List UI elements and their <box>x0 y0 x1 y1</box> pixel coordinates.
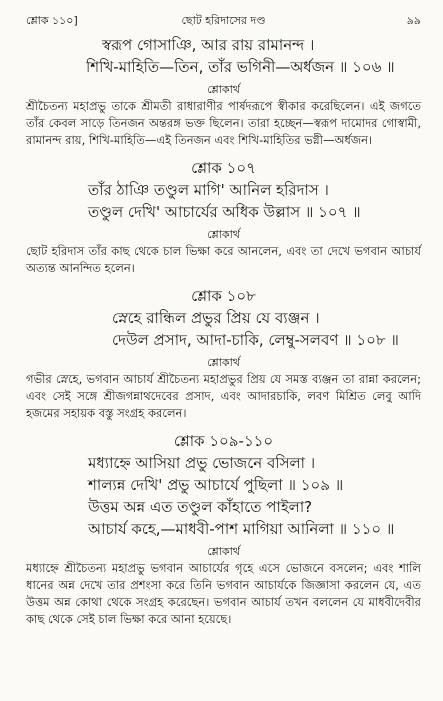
translation-label: শ্লোকার্থ <box>207 545 240 558</box>
page-number: ৯৯ <box>406 14 421 27</box>
verse-text <box>26 452 421 540</box>
verse-text <box>26 307 421 351</box>
verse-line: উত্তম অন্ন এত তণ্ডুল কাঁহাতে পাইলা? <box>88 498 313 516</box>
translation-label: শ্লোকার্থ <box>207 83 240 96</box>
translation-text: মধ্যাহ্নে শ্রীচৈতন্য মহাপ্রভু ভগবান আচার্যের গৃহে এসে ভোজনে বসলেন; এবং শালি ধানের অন্ন দেখে তার প্রশংসা করে তিনি ভগবান আচার্যকে জিজ্ঞাসা করলেন যে, এত উত্তম অন্ন কোথা থেকে সংগ্রহ করেছেন। ভগবান আচার্য তখন বললেন যে মাধবীদেবীর কাছ থেকে সেই চাল ভিক্ষা করে আনা হয়েছে। <box>26 561 421 626</box>
translation-label: শ্লোকার্থ <box>207 228 240 241</box>
running-header <box>26 0 421 30</box>
chapter-title: ছোট হরিদাসের দণ্ড <box>181 14 266 27</box>
verse-line: দেউল প্রসাদ, আদা-চাকি, লেম্বু-সলবণ ॥ ১০৮ ॥ <box>112 331 399 349</box>
translation-text: গভীর স্নেহে, ভগবান আচার্য শ্রীচৈতন্য মহাপ্রভুর প্রিয় যে সমস্ত ব্যঞ্জন তা রান্না করলেন; এবং সেই সঙ্গে শ্রীজগন্নাথদেবের প্রসাদ, এবং আদারচাকি, লবণ মিশ্রিত লেবু আদি হজমের সহায়ক বস্তু সংগ্রহ করলেন। <box>26 372 421 420</box>
verse-107 <box>26 157 421 277</box>
translation-text: ছোট হরিদাস তাঁর কাছ থেকে চাল ভিক্ষা করে আনলেন, এবং তা দেখে ভগবান আচার্য অত্যন্ত আনন্দিত হলেন। <box>26 244 421 275</box>
verse-line: শাল্যন্ন দেখি' প্রভু আচার্যে পুছিলা ॥ ১০৯ ॥ <box>88 476 344 494</box>
verse-heading: শ্লোক ১০৮ <box>191 287 256 305</box>
verse-reference: শ্লোক ১১০] <box>26 14 78 27</box>
verse-line: মধ্যাহ্নে আসিয়া প্রভু ভোজনে বসিলা । <box>88 454 316 472</box>
verse-line: তণ্ডুল দেখি' আচার্যের অধিক উল্লাস ॥ ১০৭ ॥ <box>88 203 361 221</box>
verse-heading: শ্লোক ১০৭ <box>191 159 256 177</box>
verse-line: স্বরূপ গোসাঞি, আর রায় রামানন্দ । <box>102 36 315 54</box>
verse-line: স্নেহে রান্ধিল প্রভুর প্রিয় যে ব্যঞ্জন । <box>112 309 320 327</box>
verse-heading: শ্লোক ১০৯-১১০ <box>173 432 274 450</box>
verse-text <box>26 34 421 78</box>
verse-line: আচার্য কহে,—মাধবী-পাশ মাগিয়া আনিলা ॥ ১১০ ॥ <box>88 520 395 538</box>
verse-text <box>26 179 421 223</box>
verse-109-110 <box>26 430 421 628</box>
translation-text: শ্রীচৈতন্য মহাপ্রভু তাকে শ্রীমতী রাধারাণীর পার্ষদরূপে স্বীকার করেছিলেন। এই জগতে তাঁর কেবল সাড়ে তিনজন অন্তরঙ্গ ভক্ত ছিলেন। তারা হচ্ছেন—স্বরূপ দামোদর গোস্বামী, রামানন্দ রায়, শিখি-মাহিতি—এই তিনজন এবং শিখি-মাহিতির ভগ্নী—অর্ধজন। <box>26 99 421 147</box>
verse-108 <box>26 285 421 422</box>
verse-106 <box>26 34 421 149</box>
verse-line: শিখি-মাহিতি—তিন, তাঁর ভগিনী—অর্ধজন ॥ ১০৬ ॥ <box>86 58 395 76</box>
translation-label: শ্লোকার্থ <box>207 356 240 369</box>
verse-line: তাঁর ঠাঞি তণ্ডুল মাগি' আনিল হরিদাস । <box>88 181 329 199</box>
